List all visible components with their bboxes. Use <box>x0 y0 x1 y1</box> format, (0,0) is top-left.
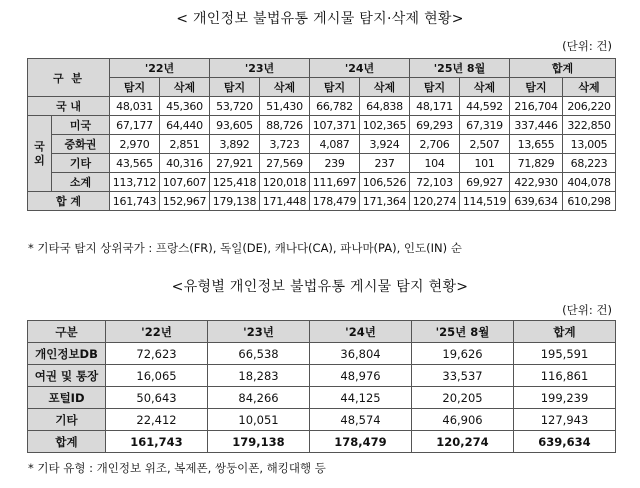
cell: 107,371 <box>310 116 360 135</box>
cell: 4,087 <box>310 135 360 154</box>
cell: 64,838 <box>360 97 410 116</box>
header-year-23: '23년 <box>208 321 310 343</box>
cell: 48,031 <box>110 97 160 116</box>
table-row-china <box>28 135 616 154</box>
cell: 107,607 <box>160 173 210 192</box>
header-detect: 탐지 <box>110 78 160 97</box>
cell: 178,479 <box>310 431 412 453</box>
cell: 13,005 <box>563 135 616 154</box>
cell: 16,065 <box>106 365 208 387</box>
cell: 179,138 <box>208 431 310 453</box>
cell: 179,138 <box>210 192 260 211</box>
table2-footnote: * 기타 유형 : 개인정보 위조, 복제폰, 쌍둥이폰, 해킹대행 등 <box>28 461 326 475</box>
cell: 199,239 <box>514 387 616 409</box>
cell: 66,538 <box>208 343 310 365</box>
cell: 50,643 <box>106 387 208 409</box>
header-delete: 삭제 <box>360 78 410 97</box>
header-total: 합계 <box>510 59 616 78</box>
table-row-personal-db <box>28 343 616 365</box>
header-delete: 삭제 <box>260 78 310 97</box>
cell: 19,626 <box>412 343 514 365</box>
header-year-22: '22년 <box>110 59 210 78</box>
header-year-24: '24년 <box>310 59 410 78</box>
table-row-us <box>28 116 616 135</box>
cell: 67,319 <box>460 116 510 135</box>
cell: 36,804 <box>310 343 412 365</box>
table-row-portal-id <box>28 387 616 409</box>
cell: 610,298 <box>563 192 616 211</box>
cell: 3,924 <box>360 135 410 154</box>
cell: 48,171 <box>410 97 460 116</box>
header-year-23: '23년 <box>210 59 310 78</box>
table2-unit: (단위: 건) <box>562 303 612 317</box>
cell: 161,743 <box>106 431 208 453</box>
cell: 171,364 <box>360 192 410 211</box>
row-label-other: 기타 <box>52 154 110 173</box>
row-label: 포털ID <box>28 387 106 409</box>
cell: 120,274 <box>412 431 514 453</box>
cell: 120,274 <box>410 192 460 211</box>
cell: 125,418 <box>210 173 260 192</box>
cell: 161,743 <box>110 192 160 211</box>
cell: 106,526 <box>360 173 410 192</box>
header-year-25: '25년 8월 <box>412 321 514 343</box>
cell: 45,360 <box>160 97 210 116</box>
overseas-label <box>28 116 52 192</box>
cell: 127,943 <box>514 409 616 431</box>
row-label: 여권 및 통장 <box>28 365 106 387</box>
header-year-22: '22년 <box>106 321 208 343</box>
cell: 120,018 <box>260 173 310 192</box>
table-row-subtotal <box>28 173 616 192</box>
header-delete: 삭제 <box>160 78 210 97</box>
cell: 2,706 <box>410 135 460 154</box>
cell: 20,205 <box>412 387 514 409</box>
cell: 2,970 <box>110 135 160 154</box>
cell: 66,782 <box>310 97 360 116</box>
cell: 104 <box>410 154 460 173</box>
cell: 72,623 <box>106 343 208 365</box>
header-year-24: '24년 <box>310 321 412 343</box>
cell: 27,569 <box>260 154 310 173</box>
table-row-other <box>28 409 616 431</box>
cell: 93,605 <box>210 116 260 135</box>
cell: 422,930 <box>510 173 563 192</box>
cell: 102,365 <box>360 116 410 135</box>
overseas-label-a: 국 <box>34 139 45 153</box>
cell: 40,316 <box>160 154 210 173</box>
header-detect: 탐지 <box>210 78 260 97</box>
cell: 43,565 <box>110 154 160 173</box>
header-category: 구 분 <box>28 59 110 97</box>
row-label-domestic: 국 내 <box>28 97 110 116</box>
cell: 46,906 <box>412 409 514 431</box>
table1-unit: (단위: 건) <box>562 39 612 53</box>
cell: 67,177 <box>110 116 160 135</box>
cell: 33,537 <box>412 365 514 387</box>
header-detect: 탐지 <box>310 78 360 97</box>
cell: 237 <box>360 154 410 173</box>
type-detection-table <box>27 320 616 453</box>
header-year-25: '25년 8월 <box>410 59 510 78</box>
row-label-china: 중화권 <box>52 135 110 154</box>
row-label-subtotal: 소계 <box>52 173 110 192</box>
cell: 639,634 <box>510 192 563 211</box>
cell: 18,283 <box>208 365 310 387</box>
header-detect: 탐지 <box>510 78 563 97</box>
table-row-domestic <box>28 97 616 116</box>
cell: 48,976 <box>310 365 412 387</box>
cell: 114,519 <box>460 192 510 211</box>
cell: 13,655 <box>510 135 563 154</box>
cell: 113,712 <box>110 173 160 192</box>
cell: 216,704 <box>510 97 563 116</box>
header-delete: 삭제 <box>460 78 510 97</box>
cell: 69,927 <box>460 173 510 192</box>
table-row-total <box>28 431 616 453</box>
cell: 322,850 <box>563 116 616 135</box>
cell: 337,446 <box>510 116 563 135</box>
cell: 27,921 <box>210 154 260 173</box>
cell: 206,220 <box>563 97 616 116</box>
cell: 44,125 <box>310 387 412 409</box>
cell: 116,861 <box>514 365 616 387</box>
cell: 69,293 <box>410 116 460 135</box>
cell: 68,223 <box>563 154 616 173</box>
cell: 2,851 <box>160 135 210 154</box>
table1-footnote: * 기타국 탐지 상위국가 : 프랑스(FR), 독일(DE), 캐나다(CA), 파나마(PA), 인도(IN) 순 <box>28 241 462 255</box>
header-delete: 삭제 <box>563 78 616 97</box>
cell: 101 <box>460 154 510 173</box>
header-category: 구분 <box>28 321 106 343</box>
cell: 84,266 <box>208 387 310 409</box>
cell: 3,892 <box>210 135 260 154</box>
cell: 171,448 <box>260 192 310 211</box>
table-row-grand-total <box>28 192 616 211</box>
cell: 71,829 <box>510 154 563 173</box>
header-total: 합계 <box>514 321 616 343</box>
cell: 152,967 <box>160 192 210 211</box>
cell: 2,507 <box>460 135 510 154</box>
cell: 3,723 <box>260 135 310 154</box>
cell: 44,592 <box>460 97 510 116</box>
row-label: 개인정보DB <box>28 343 106 365</box>
cell: 64,440 <box>160 116 210 135</box>
row-label: 기타 <box>28 409 106 431</box>
header-detect: 탐지 <box>410 78 460 97</box>
cell: 239 <box>310 154 360 173</box>
cell: 48,574 <box>310 409 412 431</box>
table-row-other <box>28 154 616 173</box>
row-label-us: 미국 <box>52 116 110 135</box>
table2-title: <유형별 개인정보 불법유통 게시물 탐지 현황> <box>171 279 469 295</box>
cell: 178,479 <box>310 192 360 211</box>
cell: 195,591 <box>514 343 616 365</box>
overseas-label-b: 외 <box>34 153 45 167</box>
table-row-passport-bankbook <box>28 365 616 387</box>
cell: 22,412 <box>106 409 208 431</box>
detection-deletion-table <box>27 58 616 211</box>
cell: 404,078 <box>563 173 616 192</box>
table1-title: < 개인정보 불법유통 게시물 탐지·삭제 현황> <box>176 11 464 27</box>
cell: 88,726 <box>260 116 310 135</box>
row-label: 합계 <box>28 431 106 453</box>
cell: 53,720 <box>210 97 260 116</box>
cell: 72,103 <box>410 173 460 192</box>
row-label-grand-total: 합 계 <box>28 192 110 211</box>
cell: 51,430 <box>260 97 310 116</box>
cell: 10,051 <box>208 409 310 431</box>
cell: 111,697 <box>310 173 360 192</box>
cell: 639,634 <box>514 431 616 453</box>
